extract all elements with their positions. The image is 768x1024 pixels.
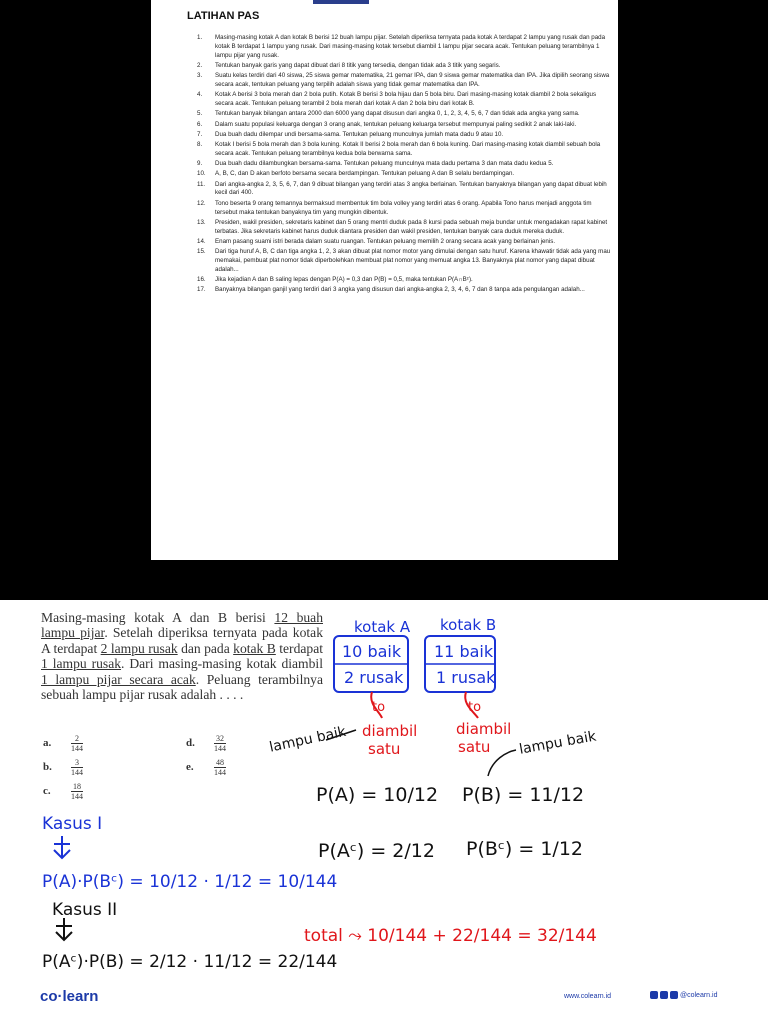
kasus-2-equation: P(Aᶜ)·P(B) = 2/12 · 11/12 = 22/144 (42, 952, 338, 972)
prob-a-complement: P(Aᶜ) = 2/12 (318, 840, 435, 862)
question-item: 6. Dalam suatu populasi keluarga dengan 3 orang anak, tentukan peluang keluarga tersebut mempunyai paling sedikit 2 anak laki-laki. (197, 120, 577, 128)
question-item: 5. Tentukan banyak bilangan antara 2000 dan 6000 yang dapat disusun dari angka 0, 1, 2, 3, 4, 5, 6, 7 dan tidak ada angka yang sama. (197, 110, 580, 118)
question-item: 13. Presiden, wakil presiden, sekretaris kabinet dan 5 orang mentri duduk pada 8 kursi pada sebuah meja bundar untuk mengadakan rapat kabinet terbatas. Jika sekretaris kabinet harus duduk diantara presiden dan wakil presiden, tentukan banyak cara duduk mereka duduk. (197, 218, 608, 235)
label-to-right: to (468, 700, 482, 715)
prob-b-complement: P(Bᶜ) = 1/12 (466, 838, 584, 860)
question-item: 12. Tono beserta 9 orang temannya bermaksud membentuk tim bola volley yang terdiri atas 6 orang. Apabila Tono harus menjadi anggota tim tersebut maka tentukan banyaknya tim yang mungkin dibentuk. (197, 199, 592, 216)
social-handle: @colearn.id (680, 991, 718, 999)
option-b[interactable]: b. $\frac{3}{144}$ (43, 758, 83, 777)
arrow-kasus2 (56, 918, 72, 940)
kotak-a-baik: 10 baik (342, 642, 402, 661)
option-d[interactable]: d. $\frac{32}{144}$ (186, 734, 226, 753)
prob-b: P(B) = 11/12 (462, 784, 585, 806)
option-e[interactable]: e. $\frac{48}{144}$ (186, 758, 226, 777)
colearn-logo: co·learn (40, 988, 99, 1005)
question-item: 7. Dua buah dadu dilempar undi bersama-sama. Tentukan peluang munculnya jumlah mata dadu 9 atau 10. (197, 130, 504, 138)
question-item: 4. Kotak A berisi 3 bola merah dan 2 bola putih. Kotak B berisi 3 bola hijau dan 5 bola biru. Dari masing-masing kotak diambil 2 bola sekaligus secara acak. Tentukan peluang terambil 2 bola merah dari kotak A dan 2 bola biru dari kotak B. (197, 91, 597, 108)
question-text: Masing-masing kotak A dan B berisi 12 buah lampu pijar. Setelah diperiksa ternyata pada kotak A terdapat 2 lampu rusak dan pada kotak B terdapat 1 lampu rusak. Dari masing-masing kotak diambil 1 lampu pijar secara acak. Peluang terambilnya sebuah lampu pijar rusak adalah . . . . (41, 610, 324, 703)
worksheet-page (151, 0, 618, 560)
website-link[interactable]: www.colearn.id (564, 993, 612, 1000)
question-item: 14. Enam pasang suami istri berada dalam suatu ruangan. Tentukan peluang memilih 2 orang secara acak yang berlainan jenis. (197, 237, 556, 245)
option-c[interactable]: c. $\frac{18}{144}$ (43, 782, 83, 801)
question-item: 16. Jika kejadian A dan B saling lepas dengan P(A) = 0,3 dan P(B) = 0,5, maka tentukan P(A∩Bᶜ). (197, 276, 473, 284)
tiktok-icon[interactable] (670, 991, 678, 999)
question-item: 2. Tentukan banyak garis yang dapat dibuat dari 8 titik yang tersedia, dengan tidak ada 3 titik yang segaris. (197, 62, 501, 70)
prob-a: P(A) = 10/12 (316, 784, 439, 806)
label-to-left: to (372, 700, 386, 715)
worksheet-title: LATIHAN PAS (187, 10, 260, 22)
label-kasus-2: Kasus II (52, 900, 118, 920)
question-item: 17. Banyaknya bilangan ganjil yang terdiri dari 3 angka yang disusun dari angka-angka 2, 3, 4, 6, 7 dan 8 tanpa ada pengulangan adalah... (197, 286, 585, 294)
toolbar-tab[interactable] (313, 0, 369, 4)
social-handles[interactable] (650, 991, 717, 999)
arrow-kasus1 (54, 836, 70, 858)
question-item: 3. Suatu kelas terdiri dari 40 siswa, 25 siswa gemar matematika, 21 gemar IPA, dan 9 siswa gemar matematika dan IPA. Jika dipilih seorang siswa secara acak, tentukan peluang yang terpilih adalah siswa yang tidak gemar matematika dan IPA. (197, 72, 610, 89)
label-satu-left: satu (368, 740, 401, 758)
label-lampu-baik-left: lampu baik (268, 723, 348, 756)
total-equation: total ⤳ 10/144 + 22/144 = 32/144 (304, 926, 597, 946)
question-item: 1. Masing-masing kotak A dan kotak B berisi 12 buah lampu pijar. Setelah diperiksa ternyata pada kotak A terdapat 2 lampu yang rusak dan pada kotak B terdapat 1 lampu yang rusak. Dari masing-masing kotak tersebut diambil 1 lampu pijar secara acak. Tentukan peluang terambilnya 1 lampu pijar yang rusak. (197, 34, 606, 59)
question-list (197, 34, 613, 297)
label-kotak-b: kotak B (440, 616, 497, 634)
arrow-lampu-baik-right (488, 750, 516, 776)
kotak-b-baik: 11 baik (434, 642, 494, 661)
facebook-icon[interactable] (650, 991, 658, 999)
whiteboard (0, 600, 768, 1024)
kotak-b-rusak: 1 rusak (436, 668, 496, 687)
label-diambil-right: diambil (456, 720, 512, 738)
label-kasus-1: Kasus I (42, 814, 103, 834)
question-item: 11. Dari angka-angka 2, 3, 5, 6, 7, dan 9 dibuat bilangan yang terdiri atas 3 angka berlainan. Tentukan banyaknya bilangan yang dapat dibuat lebih kecil dari 400. (197, 180, 607, 197)
label-satu-right: satu (458, 738, 491, 756)
question-item: 9. Dua buah dadu dilambungkan bersama-sama. Tentukan peluang munculnya mata dadu pertama 3 dan mata dadu kedua 5. (197, 160, 554, 168)
question-item: 8. Kotak I berisi 5 bola merah dan 3 bola kuning. Kotak II berisi 2 bola merah dan 6 bola kuning. Dari masing-masing kotak diambil sebuah bola secara acak. Tentukan peluang terambilnya kedua bola berwarna sama. (197, 141, 601, 157)
question-item: 10. A, B, C, dan D akan berfoto bersama secara berdampingan. Tentukan peluang A dan B selalu berdampingan. (197, 170, 515, 178)
label-kotak-a: kotak A (354, 618, 411, 636)
option-a[interactable]: a. $\frac{2}{144}$ (43, 734, 83, 753)
instagram-icon[interactable] (660, 991, 668, 999)
label-diambil-left: diambil (362, 722, 418, 740)
kasus-1-equation: P(A)·P(Bᶜ) = 10/12 · 1/12 = 10/144 (42, 872, 338, 892)
kotak-a-rusak: 2 rusak (344, 668, 404, 687)
label-lampu-baik-right: lampu baik (518, 728, 598, 758)
question-item: 15. Dari tiga huruf A, B, C dan tiga angka 1, 2, 3 akan dibuat plat nomor motor yang dimulai dengan satu huruf. Karena khawatir tidak ada yang mau memakai, pembuat plat nomor tidak diperbolehkan membuat plat nomor yang memuat angka 13. Banyaknya plat nomor yang dapat dibuat adalah... (197, 248, 611, 273)
